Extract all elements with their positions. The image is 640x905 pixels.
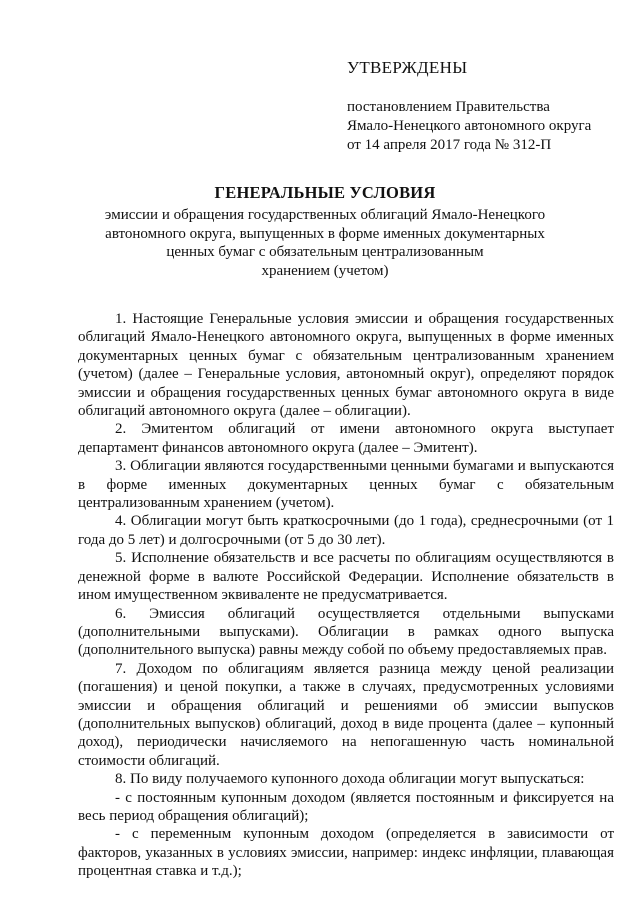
paragraph-1: 1. Настоящие Генеральные условия эмиссии и обращения государственных облигаций Ямало-Ненецкого автономного округа, выпущенных в форме именных документарных ценных бумаг с обязательным централизованным хранением (учетом) (далее – Генеральные условия, автономный округ), определяют порядок эмиссии и обращения государственных ценных бумаг автономного округа в виде облигаций автономного округа (далее – облигации).: [78, 311, 614, 420]
approval-line: постановлением Правительства: [347, 99, 550, 115]
subtitle-line: ценных бумаг с обязательным централизованным: [166, 244, 484, 260]
subtitle-line: автономного округа, выпущенных в форме именных документарных: [105, 225, 545, 242]
document-body: [78, 310, 614, 881]
paragraph-4: 4. Облигации могут быть краткосрочными (до 1 года), среднесрочными (от 1 года до 5 лет) и долгосрочными (от 5 до 30 лет).: [78, 513, 614, 548]
approval-line: Ямало-Ненецкого автономного округа: [347, 118, 592, 134]
subtitle-line: эмиссии и обращения государственных облигаций Ямало-Ненецкого: [104, 207, 546, 223]
list-item-variable-coupon: - с переменным купонным доходом (определяется в зависимости от факторов, указанных в условиях эмиссии, например: индекс инфляции, плавающая процентная ставка и т.д.);: [78, 826, 614, 880]
approval-title: УТВЕРЖДЕНЫ: [347, 58, 468, 77]
paragraph-3: 3. Облигации являются государственными ценными бумагами и выпускаются в форме именных документарных ценных бумаг с обязательным централизованным хранением (учетом).: [78, 458, 614, 512]
document-subtitle: [80, 206, 570, 280]
list-item-constant-coupon: - с постоянным купонным доходом (является постоянным и фиксируется на весь период обращения облигаций);: [78, 789, 614, 824]
paragraph-5: 5. Исполнение обязательств и все расчеты по облигациям осуществляются в денежной форме в валюте Российской Федерации. Исполнение обязательств в ином имущественном эквиваленте не предусматривается.: [78, 550, 614, 604]
paragraph-7: 7. Доходом по облигациям является разница между ценой реализации (погашения) и ценой покупки, а также в случаях, предусмотренных условиями эмиссии и обращения облигаций и решениями об эмиссии выпусков (дополнительных выпусков) облигаций, доход в виде процента (далее – купонный доход), периодически начисляемого на непогашенную часть номинальной стоимости облигаций.: [78, 660, 614, 769]
paragraph-6: 6. Эмиссия облигаций осуществляется отдельными выпусками (дополнительными выпусками). Облигации в рамках одного выпуска (дополнительного выпуска) равны между собой по объему предоставляемых прав.: [78, 605, 614, 659]
approval-block: [347, 58, 617, 155]
document-title: ГЕНЕРАЛЬНЫЕ УСЛОВИЯ: [214, 183, 436, 202]
paragraph-8: 8. По виду получаемого купонного дохода облигации могут выпускаться:: [115, 771, 585, 788]
subtitle-line: хранением (учетом): [261, 262, 389, 279]
paragraph-2: 2. Эмитентом облигаций от имени автономного округа выступает департамент финансов автономного округа (далее – Эмитент).: [78, 421, 614, 456]
approval-line: от 14 апреля 2017 года № 312-П: [347, 137, 552, 153]
